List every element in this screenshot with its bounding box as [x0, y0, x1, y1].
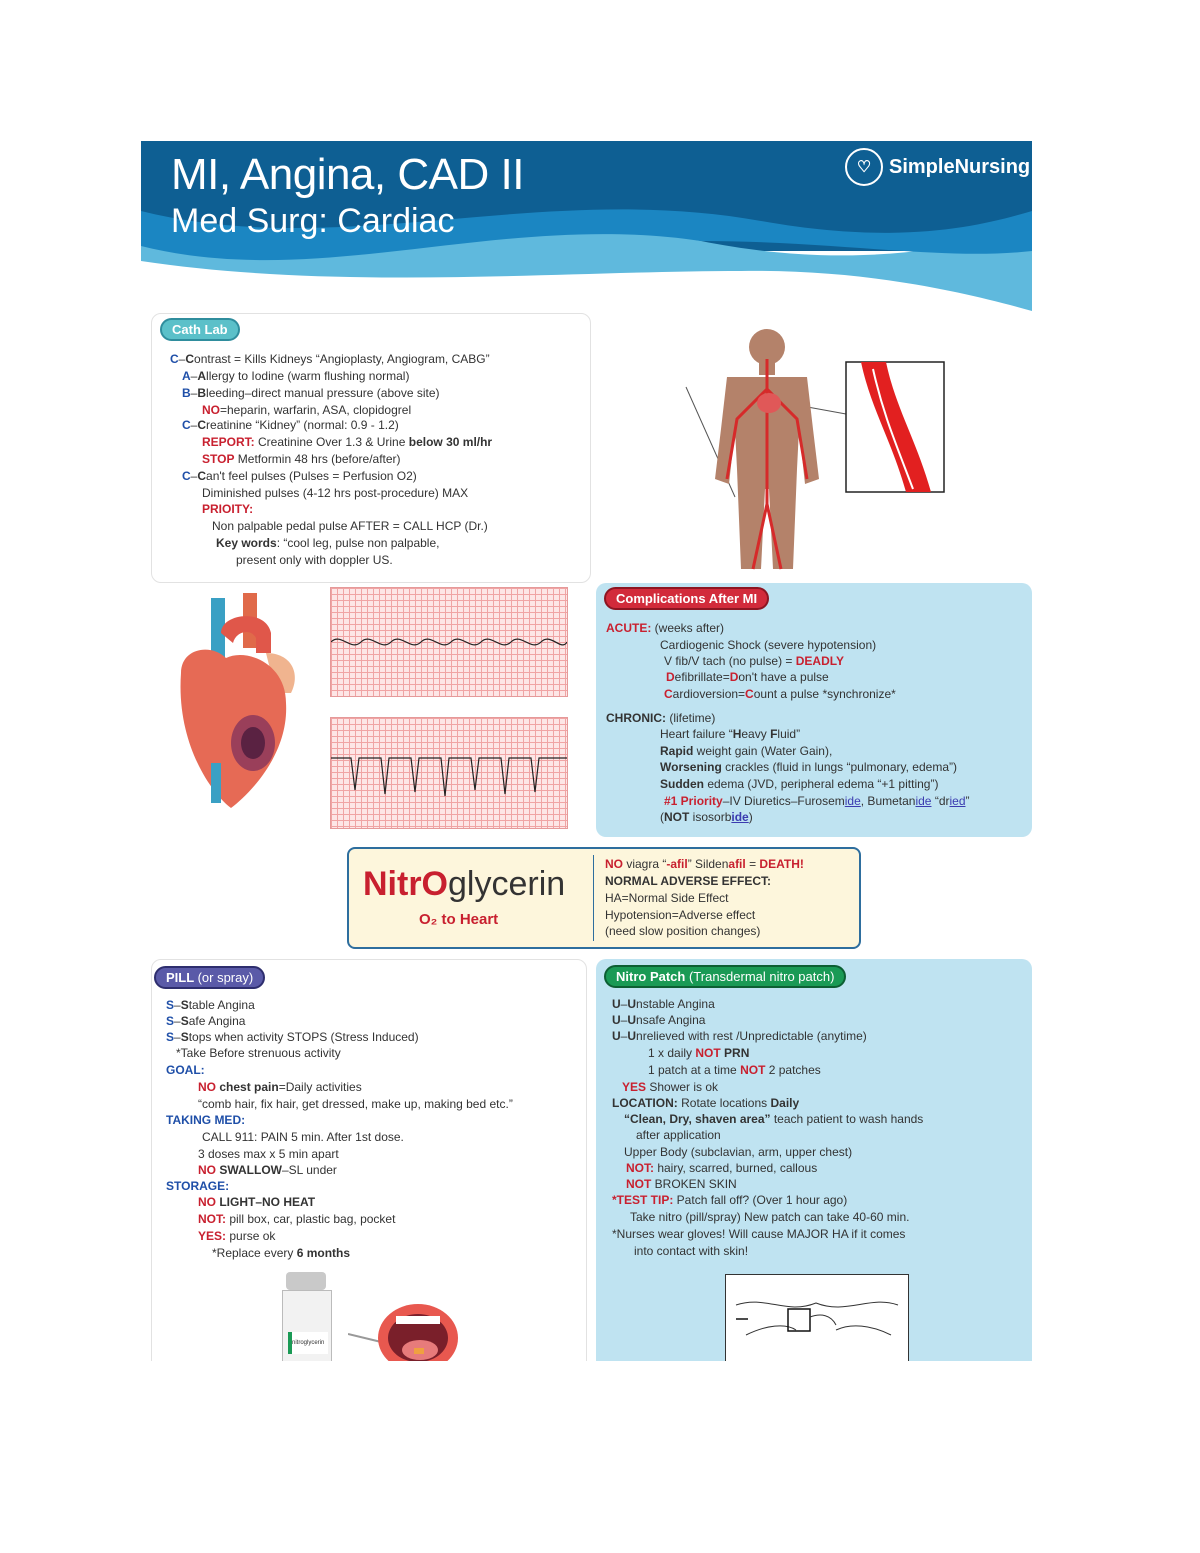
cath-lab-panel	[151, 313, 591, 583]
acute-label: ACUTE:	[606, 621, 652, 635]
nitroglycerin-word	[363, 865, 565, 904]
acute-line-2: V fib/V tach (no pulse) = DEADLY	[664, 654, 844, 668]
pill-line-15: YES: purse ok	[198, 1229, 276, 1243]
pill-line-9: CALL 911: PAIN 5 min. After 1st dose.	[202, 1130, 404, 1144]
cath-line-10: PRIOITY:	[202, 502, 254, 516]
nitro-line-4: Hypotension=Adverse effect	[605, 908, 756, 922]
nitro-patch-tag	[604, 965, 846, 988]
chronic-line-5: #1 Priority–IV Diuretics–Furosemide, Bumetanide “dried”	[664, 794, 970, 808]
patch-line-2: U–Unsafe Angina	[612, 1013, 706, 1027]
cath-line-9: Diminished pulses (4-12 hrs post-procedure) MAX	[202, 486, 469, 500]
chronic-note: (lifetime)	[669, 711, 716, 725]
cath-line-12: Key words: “cool leg, pulse non palpable,	[216, 536, 440, 550]
cath-line-7: STOP Metformin 48 hrs (before/after)	[202, 452, 401, 466]
pill-line-13: NO LIGHT–NO HEAT	[198, 1195, 316, 1209]
pill-line-3: S–Stops when activity STOPS (Stress Induced)	[166, 1030, 419, 1044]
pill-line-11: NO SWALLOW–SL under	[198, 1163, 337, 1177]
ecg-strip-icon	[330, 587, 568, 697]
cath-line-5: C–Creatinine “Kidney” (normal: 0.9 - 1.2)	[182, 418, 399, 432]
patch-line-16: into contact with skin!	[634, 1244, 749, 1258]
patch-line-15: *Nurses wear gloves! Will cause MAJOR HA if it comes	[612, 1227, 906, 1241]
nitro-patch-panel	[596, 959, 1032, 1361]
pill-line-4: *Take Before strenuous activity	[176, 1046, 341, 1060]
patch-line-12: NOT BROKEN SKIN	[626, 1177, 737, 1191]
ecg-strip-icon	[330, 717, 568, 829]
nitro-word-a: NitrO	[363, 865, 448, 903]
acute-line-4: Cardioversion=Count a pulse *synchronize*	[664, 687, 896, 701]
complications-tag: Complications After MI	[604, 587, 769, 610]
complications-panel	[596, 583, 1032, 837]
pill-line-16: *Replace every 6 months	[212, 1246, 351, 1260]
nitro-divider	[593, 855, 594, 941]
patch-line-7: LOCATION: Rotate locations Daily	[612, 1096, 800, 1110]
acute-line-1: Cardiogenic Shock (severe hypotension)	[660, 638, 877, 652]
acute-line-3: Defibrillate=Don't have a pulse	[666, 670, 829, 684]
pill-tag	[154, 966, 265, 989]
cath-line-13: present only with doppler US.	[236, 553, 393, 567]
pill-line-10: 3 doses max x 5 min apart	[198, 1147, 339, 1161]
header-banner	[141, 141, 1032, 311]
patch-line-6: YES Shower is ok	[622, 1080, 719, 1094]
chronic-line-2: Rapid weight gain (Water Gain),	[660, 744, 833, 758]
patch-line-13: *TEST TIP: Patch fall off? (Over 1 hour ago)	[612, 1193, 848, 1207]
nitro-patch-tag-note: (Transdermal nitro patch)	[688, 969, 835, 984]
nitro-subtitle: O₂ to Heart	[419, 911, 499, 928]
pill-line-5: GOAL:	[166, 1063, 205, 1077]
nitro-word-b: glycerin	[448, 865, 566, 903]
cath-line-8: C–Can't feel pulses (Pulses = Perfusion O2)	[182, 469, 417, 483]
patch-line-14: Take nitro (pill/spray) New patch can take 40-60 min.	[630, 1210, 910, 1224]
chronic-line-1: Heart failure “Heavy Fluid”	[660, 727, 801, 741]
mouth-icon	[348, 1278, 458, 1361]
pill-tag-label: PILL	[166, 970, 194, 985]
pill-tag-note: (or spray)	[197, 970, 254, 985]
acute-heading	[606, 621, 724, 636]
nitro-line-1: NO viagra “-afil” Sildenafil = DEATH!	[605, 857, 804, 871]
patch-line-5: 1 patch at a time NOT 2 patches	[648, 1063, 821, 1077]
heart-illustration	[171, 593, 321, 823]
cath-line-11: Non palpable pedal pulse AFTER = CALL HCP (Dr.)	[212, 519, 488, 533]
cath-line-2: A–Allergy to Iodine (warm flushing normal)	[182, 369, 410, 383]
patch-line-8: “Clean, Dry, shaven area” teach patient to wash hands	[624, 1112, 924, 1126]
chronic-line-3: Worsening crackles (fluid in lungs “pulmonary, edema”)	[660, 760, 957, 774]
pill-line-6: NO chest pain=Daily activities	[198, 1080, 362, 1094]
brand-name: SimpleNursing	[889, 155, 1031, 178]
patch-line-9: after application	[636, 1128, 721, 1142]
bottle-label: nitroglycerin	[288, 1332, 328, 1354]
chest-patch-icon	[725, 1274, 909, 1361]
patch-line-3: U–Unrelieved with rest /Unpredictable (anytime)	[612, 1029, 867, 1043]
nitro-line-3: HA=Normal Side Effect	[605, 891, 729, 905]
page-subtitle: Med Surg: Cardiac	[171, 202, 455, 240]
pill-line-2: S–Safe Angina	[166, 1014, 246, 1028]
nitro-line-2: NORMAL ADVERSE EFFECT:	[605, 874, 772, 888]
pill-panel	[151, 959, 587, 1361]
chronic-label: CHRONIC:	[606, 711, 666, 725]
patch-line-4: 1 x daily NOT PRN	[648, 1046, 750, 1060]
brand-logo	[845, 149, 1030, 185]
cath-line-1: C–Contrast = Kills Kidneys “Angioplasty, Angiogram, CABG”	[170, 352, 490, 366]
heart-logo-icon: ♡	[845, 148, 883, 186]
pill-bottle-icon	[282, 1272, 330, 1361]
patch-line-11: NOT: hairy, scarred, burned, callous	[626, 1161, 818, 1175]
nitro-line-5: (need slow position changes)	[605, 924, 761, 938]
nitroglycerin-box	[347, 847, 861, 949]
cath-lab-tag: Cath Lab	[160, 318, 240, 341]
pill-line-7: “comb hair, fix hair, get dressed, make up, making bed etc.”	[198, 1097, 513, 1111]
pill-line-8: TAKING MED:	[166, 1113, 246, 1127]
patch-line-10: Upper Body (subclavian, arm, upper chest)	[624, 1145, 853, 1159]
chronic-line-4: Sudden edema (JVD, peripheral edema “+1 pitting”)	[660, 777, 939, 791]
study-sheet	[141, 141, 1032, 1361]
pill-line-12: STORAGE:	[166, 1179, 230, 1193]
pill-line-1: S–Stable Angina	[166, 998, 255, 1012]
pill-line-14: NOT: pill box, car, plastic bag, pocket	[198, 1212, 396, 1226]
chronic-heading	[606, 711, 715, 726]
patch-line-1: U–Unstable Angina	[612, 997, 715, 1011]
cath-line-6: REPORT: Creatinine Over 1.3 & Urine below 30 ml/hr	[202, 435, 493, 449]
acute-note: (weeks after)	[654, 621, 725, 635]
chronic-line-6: (NOT isosorbide)	[660, 810, 753, 824]
body-artery-illustration	[681, 319, 1001, 589]
cath-line-4: NO=heparin, warfarin, ASA, clopidogrel	[202, 403, 412, 417]
page-title: MI, Angina, CAD II	[171, 150, 524, 199]
cath-line-3: B–Bleeding–direct manual pressure (above site)	[182, 386, 440, 400]
nitro-patch-tag-label: Nitro Patch	[616, 969, 686, 984]
